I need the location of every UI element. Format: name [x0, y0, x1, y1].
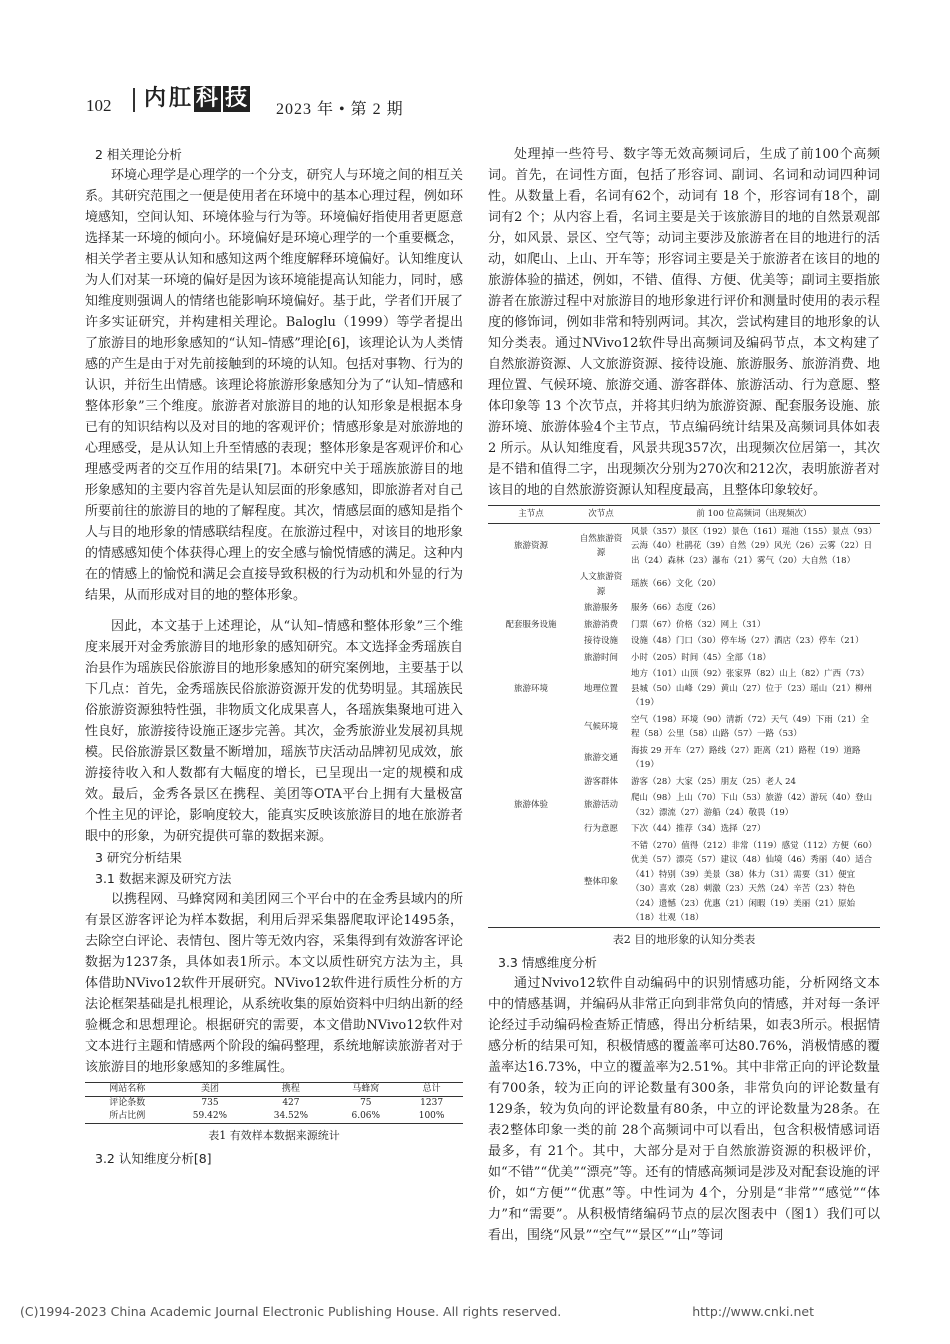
table-cell: 旅游时间 — [583, 652, 618, 663]
table-1-caption: 表1 有效样本数据来源统计 — [208, 1129, 340, 1142]
table-row — [488, 774, 880, 791]
table-header-row — [488, 506, 880, 524]
table-cell: 爬山（98）上山（70）下山（53）旅游（42）游玩（40）登山（32）漂流（27）游船（24）敬畏（19） — [631, 793, 873, 818]
table-cell: 旅游体验 — [513, 800, 548, 811]
table-2 — [488, 505, 880, 928]
logo-char: 肛 — [169, 86, 193, 111]
table-cell: 门票（67）价格（32）网上（31） — [631, 619, 766, 630]
table-row — [488, 600, 880, 617]
table-row — [488, 650, 880, 667]
table-cell — [488, 650, 574, 667]
table-cell: 行为意愿 — [583, 824, 618, 834]
table-cell: 旅游环境 — [513, 683, 548, 694]
paragraph: 通过Nvivo12软件自动编码中的识别情感功能，分析网络文本中的情感基调，并编码从非常正向到非常负向的情感，并对每一条评论经过手动编码检查矫正情感，得出分析结果，如表3所示。根据情感分析的结果可知，积极情感的覆盖率可达80.76%，消极情感的覆盖率达16.73%，中立的覆盖率为2.51%。其中非常正向的评论数量有700条，较为正向的评论数量有300条，非常负向的评论数量有129条，较为负向的评论数量有80条，中立的评论数量为28条。在表2整体印象一类的前 28个高频词中可以看出，包含积极情感词语最多，有 21个。其中，大部分是对于自然旅游资源的积极评价，如“不错”“优美”“漂亮”等。还有的情感高频词是涉及对配套设施的评价，如“方便”“优惠”等。中性词为 4个，分别是“非常”“感觉”“体力”和“需要”。从积极情绪编码节点的层次图表中（图1）我们可以看出，围绕“风景”“空气”“景区”“山”等词 — [488, 975, 880, 1243]
table-header-cell: 总计 — [422, 1084, 441, 1094]
table-cell: 服务（66）态度（26） — [631, 603, 721, 613]
table-row — [85, 1110, 463, 1124]
table-row — [488, 523, 880, 569]
table-cell: 配套服务设施 — [505, 619, 557, 630]
table-cell — [488, 569, 574, 600]
table-cell: 34.52% — [273, 1111, 309, 1121]
table-header-cell: 网站名称 — [109, 1084, 146, 1094]
header-divider — [133, 88, 135, 112]
table-2-body — [488, 523, 880, 927]
table-cell: 下次（44）推荐（34）选择（27） — [631, 824, 766, 834]
table-header-cell: 次节点 — [588, 509, 614, 519]
table-cell: 设施（48）门口（30）停车场（27）酒店（23）停车（21） — [631, 636, 864, 646]
table-cell — [488, 774, 574, 791]
logo-char: 内 — [144, 86, 168, 111]
table-cell: 旅游消费 — [583, 619, 618, 630]
table-row — [488, 617, 880, 634]
table-cell: 自然旅游资源 — [579, 533, 623, 559]
table-row — [488, 790, 880, 821]
table-row — [85, 1097, 463, 1111]
page-number: 102 — [86, 96, 112, 115]
table-cell: 接待设施 — [583, 636, 618, 646]
table-row — [488, 666, 880, 712]
table-cell: 59.42% — [192, 1111, 228, 1121]
table-cell — [488, 821, 574, 838]
table-cell: 地理位置 — [583, 683, 618, 694]
table-cell: 地方（101）山顶（92）张家界（82）山上（82）广西（73）县城（50）山峰（29）黄山（27）位于（23）瑶山（21）柳州（19） — [631, 669, 873, 708]
table-cell — [488, 838, 574, 928]
table-row — [488, 569, 880, 600]
table-row — [488, 633, 880, 650]
table-cell: 整体印象 — [583, 876, 618, 887]
table-cell — [488, 600, 574, 617]
copyright-text: (C)1994-2023 China Academic Journal Electronic Publishing House. All rights reserved. — [20, 1304, 562, 1319]
section-3-title: 3 研究分析结果 — [95, 850, 182, 865]
table-cell: 不错（270）值得（212）非常（119）感觉（112）方便（60）优美（57）漂亮（57）建议（48）仙境（46）秀丽（40）适合（41）特别（39）美景（38）体力（31）需要（31）便宜（30）喜欢（28）刺激（23）天然（24）辛苦（23）特色（24）遗憾（23）优惠（21）闲暇（19）美丽（21）原始（18）壮观（18） — [631, 840, 877, 923]
paragraph: 以携程网、马蜂窝网和美团网三个平台中的在金秀县域内的所有景区游客评论为样本数据，利用后羿采集器爬取评论1495条，去除空白评论、表情包、图片等无效内容，采集得到有效游客评论数据为1237条，具体如表1所示。本文以质性研究方法为主，具体借助NVivo12软件开展研究。NVivo12软件进行质性分析的方法论框架基础是扎根理论，从系统收集的原始资料中归纳出新的经验概念和思想理论。根据研究的需要，本文借助NVivo12软件对文本进行主题和情感两个阶段的编码整理，系统地解读旅游者对于该旅游目的地形象感知的多维属性。 — [85, 892, 463, 1075]
paragraph: 因此，本文基于上述理论，从“认知–情感和整体形象”三个维度来展开对金秀旅游目的地形象的感知研究。本文选择金秀瑶族自治县作为瑶族民俗旅游目的地形象感知的研究案例地，主要基于以下几点：首先，金秀瑶族民俗旅游资源开发的优势明显。其瑶族民俗旅游资源独特性强，非物质文化成果喜人，各瑶族集聚地可进入性良好，旅游接待设施正逐步完善。其次，金秀旅游业发展初具规模。民俗旅游景区数量不断增加，瑶族节庆活动品牌初见成效，旅游接待收入和人数都有大幅度的增长，已呈现出一定的规模和成效。最后，金秀各景区在携程、美团等OTA平台上拥有大量极富个性主见的评论，影响度较大，能真实反映该旅游目的地在旅游者眼中的形象，为研究提供可靠的数据来源。 — [85, 619, 463, 844]
table-cell: 6.06% — [351, 1111, 381, 1121]
table-header-cell: 携程 — [281, 1084, 300, 1094]
logo-char: 技 — [225, 86, 249, 111]
table-cell: 1237 — [420, 1098, 444, 1108]
table-row — [488, 712, 880, 743]
table-header-cell: 主节点 — [518, 509, 544, 519]
cnki-link[interactable]: http://www.cnki.net — [692, 1304, 814, 1319]
table-cell: 旅游服务 — [583, 603, 618, 613]
table-cell: 735 — [201, 1098, 219, 1108]
table-cell: 空气（198）环境（90）清新（72）天气（49）下雨（21）全程（58）公里（58）山路（57）一路（53） — [631, 714, 869, 739]
table-cell: 气候环境 — [583, 721, 618, 732]
table-cell — [488, 712, 574, 743]
right-column — [488, 144, 880, 1246]
table-cell: 评论条数 — [109, 1098, 146, 1108]
table-row — [488, 821, 880, 838]
table-cell: 旅游资源 — [513, 541, 548, 551]
table-cell — [488, 633, 574, 650]
table-cell: 小时（205）时间（45）全部（18） — [631, 652, 771, 663]
table-header-cell: 马蜂窝 — [352, 1084, 380, 1094]
table-cell: 旅游交通 — [583, 752, 618, 763]
table-cell: 游客群体 — [583, 776, 618, 787]
table-cell: 人文旅游资源 — [579, 572, 623, 597]
table-cell: 427 — [282, 1098, 300, 1108]
logo-char: 科 — [196, 86, 220, 111]
journal-logo — [144, 86, 270, 112]
table-row — [488, 838, 880, 928]
section-3-1-title: 3.1 数据来源及研究方法 — [95, 871, 232, 886]
table-cell: 100% — [418, 1111, 445, 1121]
paragraph: 环境心理学是心理学的一个分支，研究人与环境之间的相互关系。其研究范围之一便是使用者在环境中的基本心理过程，例如环境感知，空间认知、环境体验与行为等。环境偏好指使用者更愿意选择某一环境的倾向小。环境偏好是环境心理学的一个重要概念，相关学者主要从认知和感知这两个维度解释环境偏好。认知维度认为人们对某一环境的偏好是因为该环境能提高认知能力，同时，感知维度则强调人的情绪也能影响环境偏好。基于此，学者们开展了许多实证研究，并构建相关理论。Baloglu（1999）等学者提出了旅游目的地形象感知的“认知–情感”理论[6]，该理论认为人类情感的产生是由于对先前接触到的环境的认知。包括对事物、行为的认识，并衍生出情感。该理论将旅游形象感知分为了“认知–情感和整体形象”三个维度。旅游者对旅游目的地的认知形象是根据本身已有的知识结构以及对目的地的客观评价；情感形象是对旅游地的心理感受，是从认知上升至情感的表现；整体形象是客观评价和心理感受两者的交互作用的结果[7]。本研究中关于瑶族旅游目的地形象感知的主要内容首先是认知层面的形象感知，即旅游者对自己所要前往的旅游目的地的了解程度。其次，情感层面的感知是指个人与目的地形象的情感联结程度。在旅游过程中，对该目的地形象的情感感知使个体获得心理上的安全感与愉悦情感的满足。这种内在的情感上的愉悦和满足会直接导致积极的行为动机和外显的行为结果，从而形成对目的地的整体形象。 — [85, 168, 463, 603]
table-cell: 游客（28）大家（25）朋友（25）老人 24 — [631, 776, 796, 787]
table-1 — [85, 1082, 463, 1124]
table-cell: 旅游活动 — [583, 800, 618, 811]
paragraph: 处理掉一些符号、数字等无效高频词后，生成了前100个高频词。首先，在词性方面，包括了形容词、副词、名词和动词四种词性。从数量上看，名词有62个，动词有 18 个，形容词有18个，副词有2 个；从内容上看，名词主要是关于该旅游目的地的自然景观部分，如风景、景区、空气等；动词主要涉及旅游者在目的地进行的活动，如爬山、上山、开车等；形容词主要是关于旅游者在该目的地的旅游体验的描述，例如，不错、值得、方便、优美等；副词主要指旅游者在旅游过程中对旅游目的地形象进行评价和测量时使用的表示程度的修饰词，例如非常和特别两词。其次，尝试构建目的地形象的认知分类表。通过NVivo12软件导出高频词及编码节点，本文构建了自然旅游资源、人文旅游资源、接待设施、旅游服务、旅游消费、地理位置、气候环境、旅游交通、游客群体、旅游活动、行为意愿、整体印象等 13 个次节点，并将其归纳为旅游资源、配套服务设施、旅游环境、旅游体验4个主节点，节点编码统计结果及高频词具体如表2 所示。从认知维度看，风景共现357次，出现频次位居第一，其次是不错和值得二字，出现频次分别为270次和212次，表明旅游者对该目的地的自然旅游资源认知程度最高，且整体印象较好。 — [488, 147, 880, 498]
table-header-row — [85, 1083, 463, 1097]
page-header — [0, 0, 950, 130]
table-cell: 海拔 29 开车（27）路线（27）距离（21）路程（19）道路（19） — [631, 745, 861, 770]
issue-label: 2023 年 • 第 2 期 — [276, 101, 404, 118]
table-cell: 瑶族（66）文化（20） — [631, 579, 721, 590]
section-3-2-title: 3.2 认知维度分析[8] — [95, 1151, 212, 1166]
table-cell: 所占比例 — [109, 1111, 146, 1121]
table-cell — [488, 743, 574, 774]
left-column — [85, 144, 463, 1169]
section-3-3-title: 3.3 情感维度分析 — [498, 954, 597, 970]
table-cell: 风景（357）景区（192）景色（161）瑶池（155）景点（93）云海（40）杜鹃花（39）自然（29）风光（26）云雾（22）日出（24）森林（23）瀑布（21）雾气（20）大自然（18） — [631, 526, 877, 566]
table-row — [488, 743, 880, 774]
table-header-cell: 前 100 位高频词（出现频次） — [696, 509, 812, 519]
section-2-title: 2 相关理论分析 — [95, 147, 182, 162]
table-cell: 75 — [360, 1098, 372, 1108]
table-header-cell: 美团 — [200, 1084, 219, 1094]
table-2-caption: 表2 目的地形象的认知分类表 — [612, 932, 756, 946]
